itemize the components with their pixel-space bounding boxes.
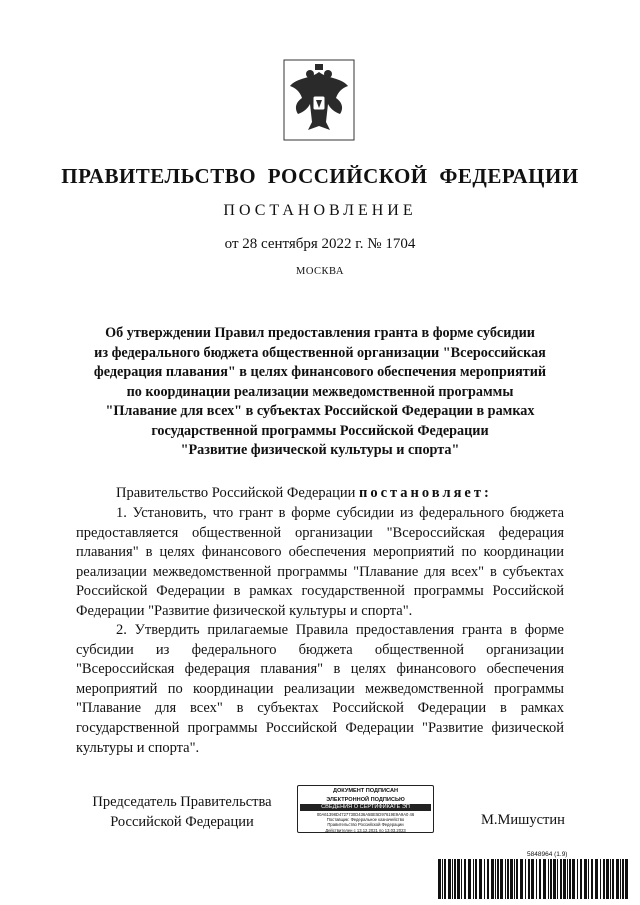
subject-line: государственной программы Российской Федерации <box>151 422 489 439</box>
signatory-position-line: Председатель Правительства <box>92 794 272 810</box>
paragraph-line: мероприятий по координации реализации межведомственной программы <box>76 680 564 697</box>
subject-line: "Развитие физической культуры и спорта" <box>180 442 460 458</box>
electronic-signature-stamp <box>297 785 434 833</box>
paragraph-line: реализации межведомственной программы "Плавание для всех" в субъектах <box>76 563 564 580</box>
paragraph-line: 2. Утвердить прилагаемые Правила предоставления гранта в форме <box>116 622 564 638</box>
paragraph-line: субсидии из федерального бюджета общественной организации <box>76 641 564 658</box>
preamble-line <box>76 484 564 504</box>
stamp-issuer: Поставщик: Федеральное казначейство <box>326 817 405 823</box>
signatory-position-line: Российской Федерации <box>110 813 254 830</box>
subject-line: федерация плавания" в целях финансового обеспечения мероприятий <box>93 364 547 380</box>
subject-line: Об утверждении Правил предоставления гранта в форме субсидии <box>105 325 535 341</box>
preamble <box>76 484 564 504</box>
stamp-band: СВЕДЕНИЯ О СЕРТИФИКАТЕ ЭП <box>300 804 431 811</box>
paragraph-line: Российской Федерации в рамках государственной программы Российской <box>76 583 564 600</box>
document-subject <box>60 324 580 461</box>
stamp-issuer: Правительство Российской Федерации <box>327 822 404 828</box>
signatory-name: М.Мишустин <box>481 812 565 828</box>
subject-line: "Плавание для всех" в субъектах Российской Федерации в рамках <box>105 403 535 419</box>
preamble-text: Правительство Российской Федерации <box>116 485 359 501</box>
paragraph-line: 1. Установить, что грант в форме субсидии из федерального бюджета <box>116 505 564 521</box>
document-city: МОСКВА <box>296 266 344 277</box>
paragraph-line: государственной программы Российской Федерации "Развитие физической <box>76 719 564 736</box>
stamp-line: ДОКУМЕНТ ПОДПИСАН <box>332 788 399 794</box>
paragraph-line: Федерации "Развитие физической культуры и спорта". <box>76 602 413 619</box>
paragraph-line: плавания" в целях финансового обеспечения мероприятий по координации <box>76 544 564 561</box>
barcode-icon <box>438 859 630 899</box>
paragraph-line: предоставляется общественной организации "Всероссийская федерация <box>76 524 564 541</box>
stamp-serial: 00A61398D4727730D436A5BE5D97619E9A9A0 46 <box>316 812 415 817</box>
paragraph-line: "Плавание для всех" в субъектах Российской Федерации в рамках <box>76 700 564 717</box>
signatory-position <box>84 793 280 832</box>
document-type: ПОСТАНОВЛЕНИЕ <box>223 202 417 219</box>
stamp-line: ЭЛЕКТРОННОЙ ПОДПИСЬЮ <box>326 796 405 803</box>
subject-line: из федерального бюджета общественной организации "Всероссийская <box>94 344 546 361</box>
paragraph-1 <box>76 504 564 622</box>
paragraph-2 <box>76 621 564 758</box>
stamp-validity: Действителен с 13.12.2021 по 13.03.2023 <box>325 827 406 833</box>
government-title: ПРАВИТЕЛЬСТВО РОССИЙСКОЙ ФЕДЕРАЦИИ <box>61 164 579 188</box>
preamble-decree-word: постановляет: <box>358 485 492 501</box>
state-emblem-icon <box>282 58 356 142</box>
paragraph-line: "Всероссийская федерация плавания" в целях финансового обеспечения <box>76 661 564 678</box>
paragraph-line: культуры и спорта". <box>76 739 200 756</box>
barcode-id: 5848964 (1.9) <box>527 851 568 858</box>
document-date-number: от 28 сентября 2022 г. № 1704 <box>224 236 416 252</box>
subject-line: по координации реализации межведомственной программы <box>126 383 514 400</box>
